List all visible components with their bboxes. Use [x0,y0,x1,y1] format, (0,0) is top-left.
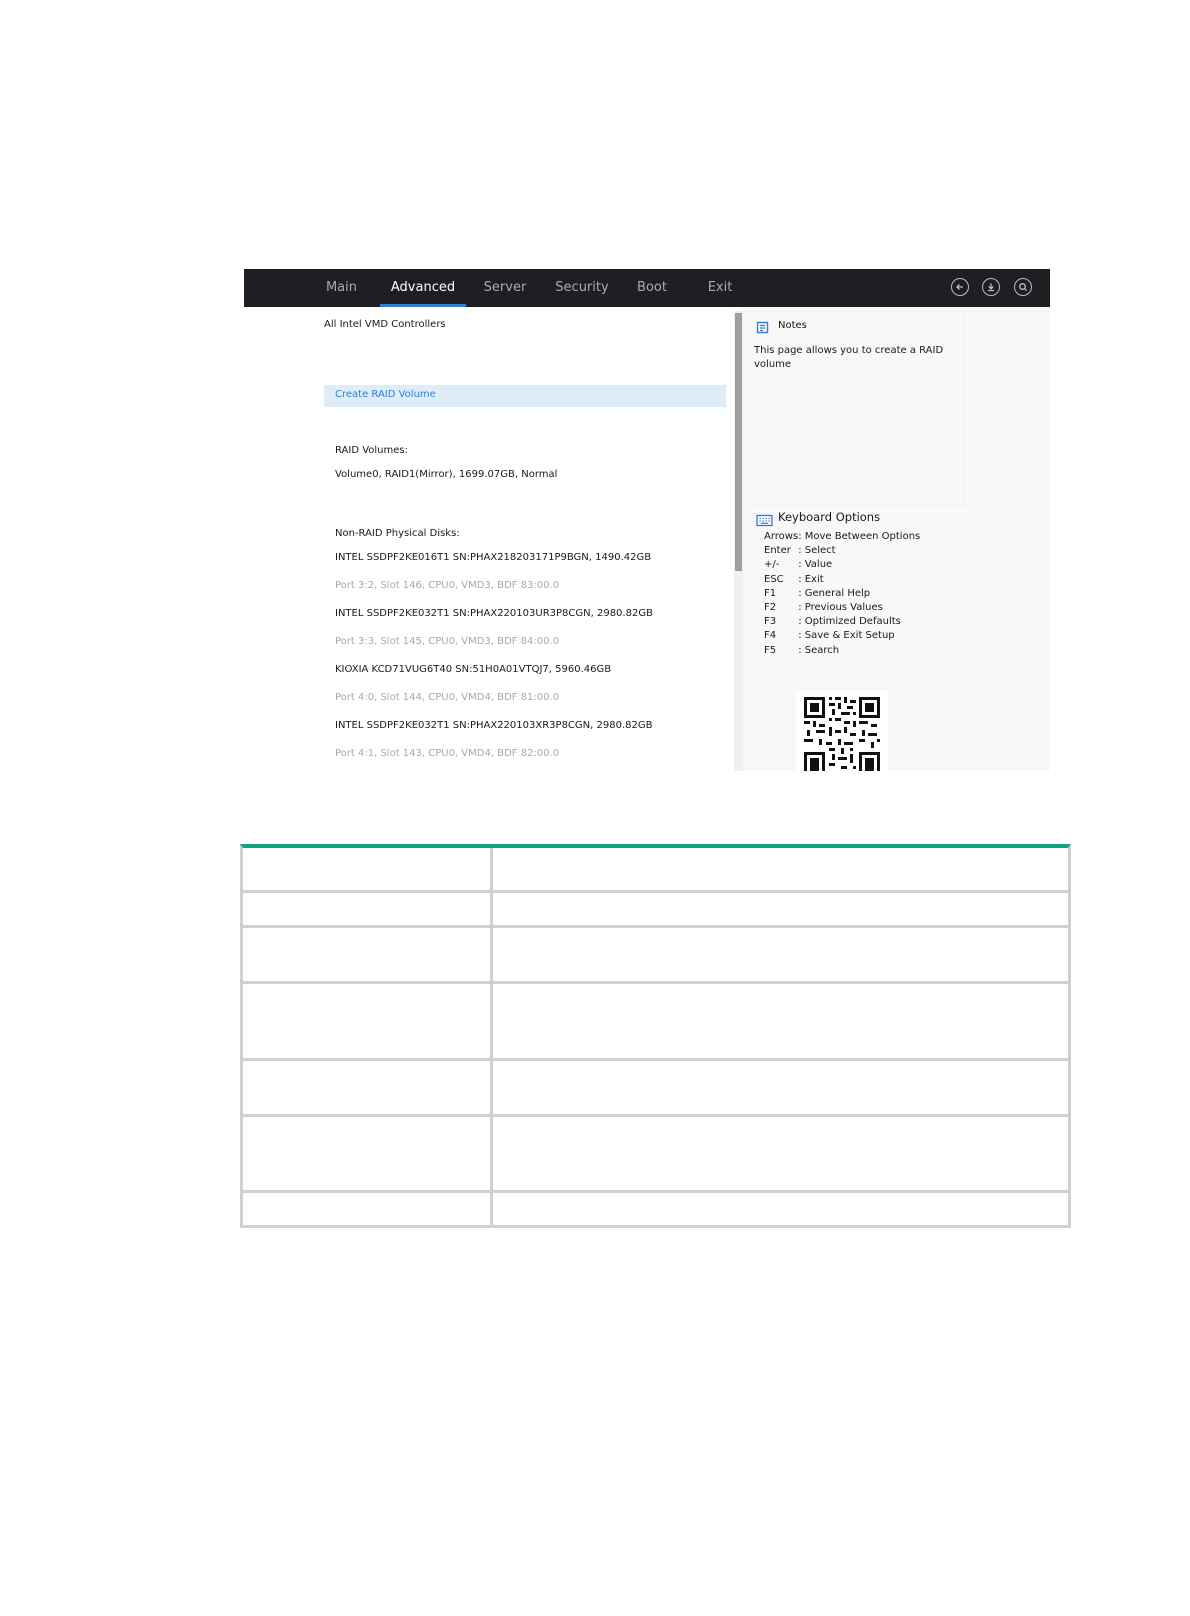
key-desc: : Move Between Options [798,531,921,542]
left-margin-panel [244,307,324,771]
notes-text: This page allows you to create a RAID volume [754,345,944,370]
page-heading: All Intel VMD Controllers [324,319,446,330]
top-nav-bar [244,269,1050,307]
key-label: F1 [764,587,777,599]
key-label: Enter [764,545,791,557]
disk-name[interactable]: KIOXIA KCD71VUG6T40 SN:51H0A01VTQJ7, 5960.46GB [335,664,612,675]
qr-code [796,691,888,771]
keyboard-option [764,615,920,629]
key-label: F3 [764,616,777,628]
create-raid-volume-label: Create RAID Volume [335,389,436,400]
table-row-divider [243,1114,1068,1117]
keyboard-option [764,544,920,558]
tab-exit[interactable]: Exit [707,280,733,295]
table-row-divider [243,890,1068,893]
table-row-divider [243,1190,1068,1193]
keyboard-option [764,629,920,643]
key-desc: : Exit [798,573,824,585]
disk-name[interactable]: INTEL SSDPF2KE016T1 SN:PHAX218203171P9BGN, 1490.42GB [335,552,652,563]
disk-location: Port 3:3, Slot 145, CPU0, VMD3, BDF 84:00.0 [335,636,560,647]
keyboard-option [764,558,920,572]
key-desc: : Select [798,545,836,557]
parameter-table [240,844,1071,1228]
key-desc: : Search [798,644,840,656]
notes-box [752,315,965,506]
table-row-divider [243,925,1068,928]
disk-location: Port 4:0, Slot 144, CPU0, VMD4, BDF 81:00.0 [335,692,560,703]
key-desc: : Previous Values [798,602,883,614]
key-label: F4 [764,630,777,642]
key-desc: : Optimized Defaults [798,616,901,628]
key-label: F5 [764,644,777,656]
keyboard-option [764,601,920,615]
notes-icon [756,319,769,338]
keyboard-options-title: Keyboard Options [778,510,881,524]
keyboard-option [764,587,920,601]
raid-volumes-header: RAID Volumes: [335,445,408,456]
key-label: ESC [764,573,784,585]
tab-advanced[interactable]: Advanced [380,269,466,307]
key-label: +/- [764,559,780,571]
scrollbar-thumb[interactable] [735,313,742,571]
tab-security[interactable]: Security [555,280,609,295]
physical-disks-header: Non-RAID Physical Disks: [335,528,460,539]
help-panel [746,307,1050,771]
key-label: F2 [764,602,777,614]
keyboard-options-list [764,530,920,658]
save-icon[interactable] [982,278,1000,296]
raid-volume-entry[interactable]: Volume0, RAID1(Mirror), 1699.07GB, Normal [335,469,558,480]
table-row-divider [243,1058,1068,1061]
disk-location: Port 3:2, Slot 146, CPU0, VMD3, BDF 83:00.0 [335,580,560,591]
keyboard-icon [756,512,773,531]
key-label: Arrows [764,531,799,542]
table-column-divider [490,848,493,1225]
tab-server[interactable]: Server [483,280,527,295]
search-icon[interactable] [1014,278,1032,296]
key-desc: : General Help [798,587,871,599]
tab-main[interactable]: Main [325,280,358,295]
create-raid-volume-item[interactable] [324,385,726,407]
back-icon[interactable] [951,278,969,296]
keyboard-option [764,573,920,587]
disk-location: Port 4:1, Slot 143, CPU0, VMD4, BDF 82:00.0 [335,748,560,759]
bios-screenshot [244,269,1050,771]
disk-name[interactable]: INTEL SSDPF2KE032T1 SN:PHAX220103UR3P8CGN, 2980.82GB [335,608,653,619]
table-row-divider [243,981,1068,984]
key-desc: : Save & Exit Setup [798,630,895,642]
tab-boot[interactable]: Boot [637,280,667,295]
key-desc: : Value [798,559,833,571]
keyboard-option [764,530,920,544]
notes-title: Notes [778,320,807,331]
keyboard-option [764,644,920,658]
disk-name[interactable]: INTEL SSDPF2KE032T1 SN:PHAX220103XR3P8CGN, 2980.82GB [335,720,653,731]
main-content-panel [324,307,742,771]
